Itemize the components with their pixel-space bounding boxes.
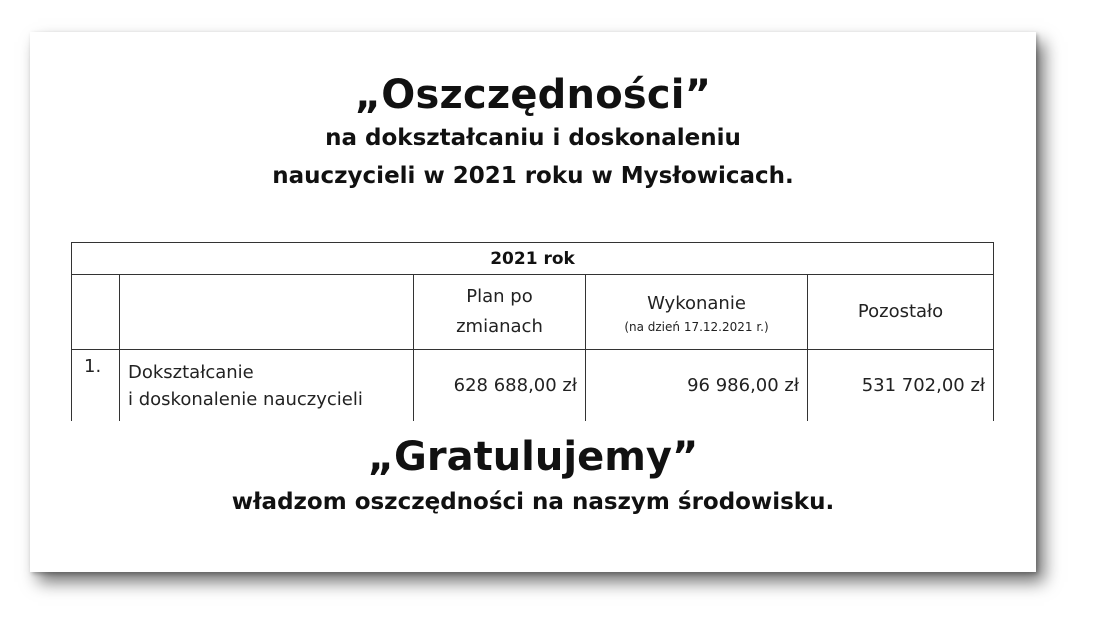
year-header: 2021 rok xyxy=(72,243,994,275)
document-page xyxy=(30,32,1036,572)
footer-title: „Gratulujemy” xyxy=(367,434,699,480)
header-wykonanie-label: Wykonanie xyxy=(647,293,746,314)
row-plan-value: 628 688,00 zł xyxy=(414,350,586,422)
header-pozostalo: Pozostało xyxy=(808,275,994,350)
row-wykonanie-value: 96 986,00 zł xyxy=(586,350,808,422)
table-header-row xyxy=(72,275,994,350)
header-plan xyxy=(414,275,586,350)
table-row xyxy=(72,350,994,422)
budget-table xyxy=(71,242,994,421)
header-plan-label: Plan po zmianach xyxy=(456,286,543,337)
main-title: „Oszczędności” xyxy=(354,72,712,118)
row-pozostalo-value: 531 702,00 zł xyxy=(808,350,994,422)
row-name-line-2: i doskonalenie nauczycieli xyxy=(128,388,363,410)
footer-subtitle: władzom oszczędności na naszym środowisku. xyxy=(231,489,835,515)
subtitle-line-2: nauczycieli w 2021 roku w Mysłowicach. xyxy=(272,163,794,189)
table-year-row xyxy=(72,243,994,275)
header-lp-cell xyxy=(72,275,120,350)
header-wykonanie-note: (na dzień 17.12.2021 r.) xyxy=(624,320,769,334)
row-lp: 1. xyxy=(72,350,120,422)
row-name-line-1: Dokształcanie xyxy=(128,361,254,383)
row-name xyxy=(120,350,414,422)
subtitle-line-1: na dokształcaniu i doskonaleniu xyxy=(325,125,741,151)
header-wykonanie xyxy=(586,275,808,350)
header-name-cell xyxy=(120,275,414,350)
